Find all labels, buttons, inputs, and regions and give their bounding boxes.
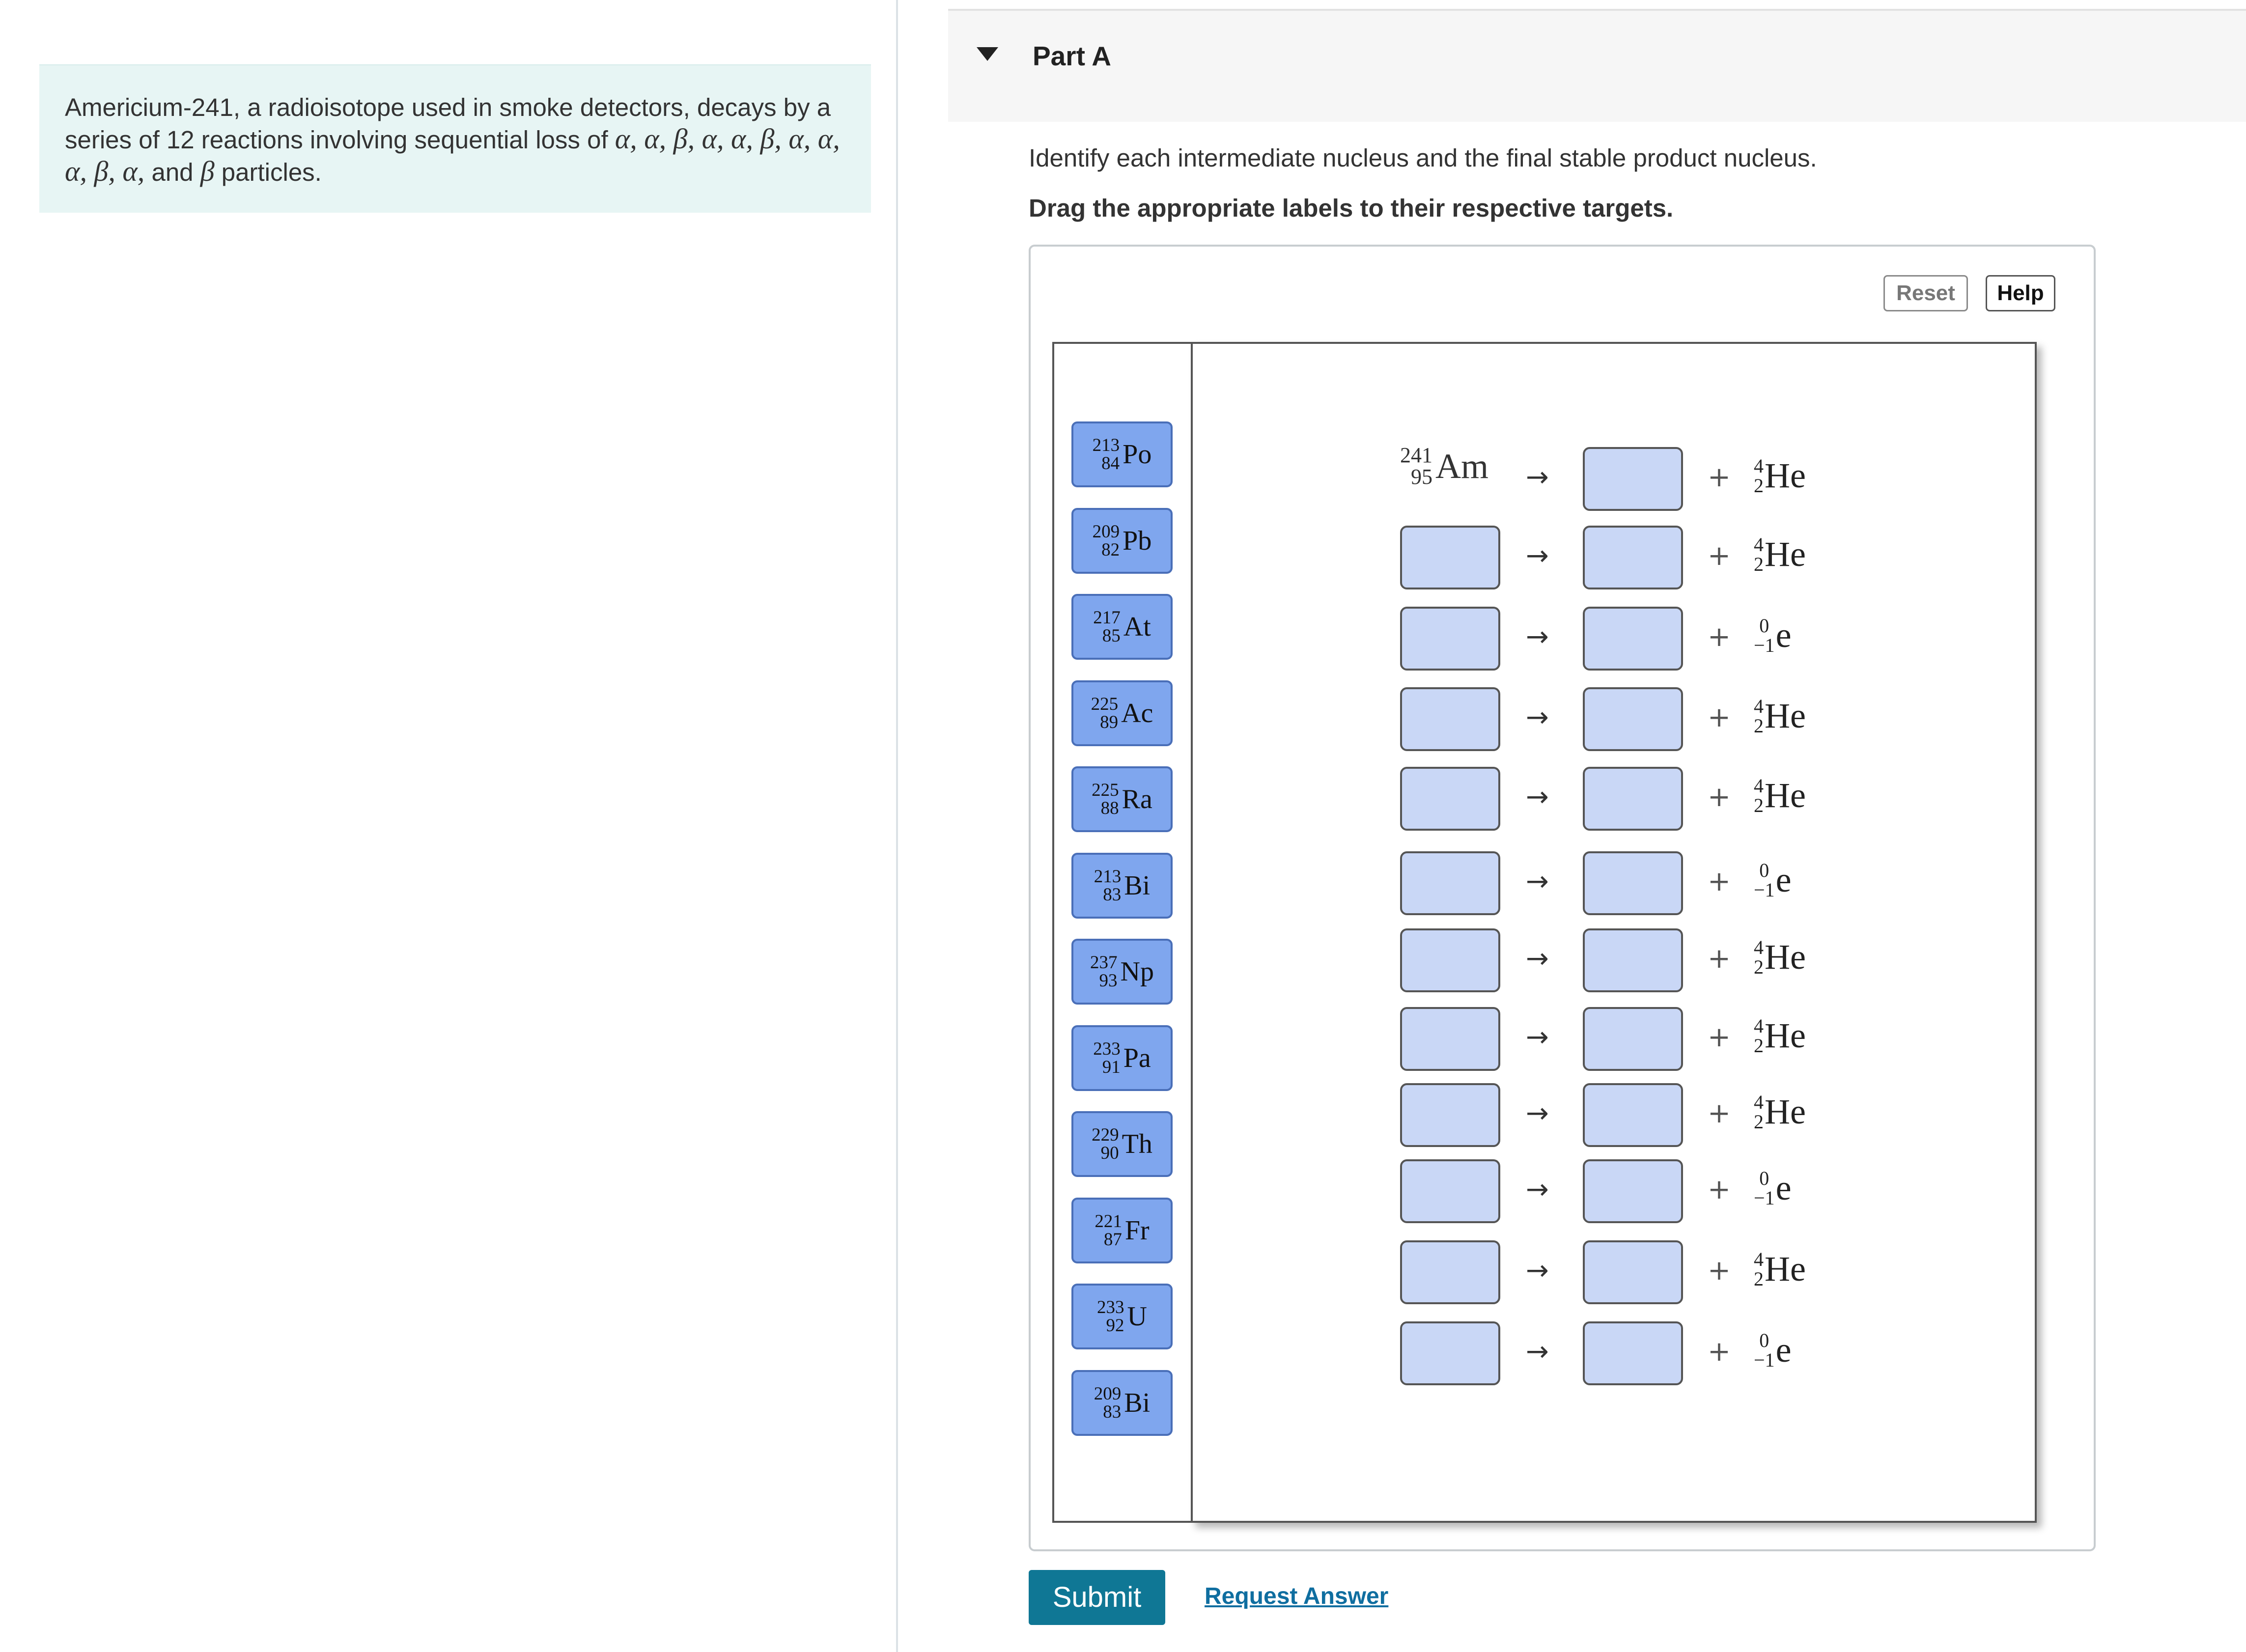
- element-symbol: Pb: [1123, 525, 1152, 556]
- reaction-arrow: →: [1526, 1021, 1549, 1053]
- nuclide: [1094, 868, 1150, 904]
- label-chip[interactable]: [1071, 421, 1173, 487]
- emitted-particle: [1754, 860, 1792, 900]
- target-reactant-3[interactable]: [1400, 607, 1500, 671]
- particle-mass: 0: [1759, 1329, 1769, 1351]
- particle-charge: 2: [1754, 794, 1764, 816]
- nuclide-numbers: [1092, 781, 1119, 817]
- plus-sign: +: [1708, 1021, 1731, 1053]
- particle-numbers: [1754, 938, 1764, 977]
- particle-symbol: He: [1765, 937, 1806, 977]
- particle-numbers: [1754, 1169, 1775, 1208]
- start-nucleus: [1400, 445, 1488, 488]
- particle-numbers: [1754, 616, 1775, 655]
- atomic-number: 91: [1102, 1057, 1121, 1077]
- target-product-11[interactable]: [1583, 1240, 1683, 1304]
- label-chip[interactable]: [1071, 594, 1173, 660]
- collapse-caret-icon[interactable]: [977, 47, 998, 61]
- nuclide-numbers: [1091, 695, 1119, 731]
- mass-number: 209: [1092, 521, 1120, 542]
- emitted-particle: [1754, 775, 1806, 816]
- element-symbol: Bi: [1124, 1387, 1151, 1418]
- particle-mass: 4: [1754, 1248, 1764, 1270]
- label-chip[interactable]: [1071, 766, 1173, 832]
- particle-mass: 4: [1754, 454, 1764, 477]
- emitted-particle: [1754, 534, 1806, 575]
- element-symbol: Po: [1123, 439, 1152, 470]
- particle-numbers: [1754, 776, 1764, 815]
- emitted-particle: [1754, 1168, 1792, 1208]
- chip-content: [1073, 423, 1171, 485]
- reaction-arrow: →: [1526, 540, 1549, 572]
- atomic-number: 83: [1103, 1401, 1122, 1422]
- target-reactant-8[interactable]: [1400, 1007, 1500, 1071]
- particle-charge: −1: [1754, 1348, 1775, 1371]
- atomic-number: 90: [1100, 1143, 1119, 1163]
- chip-content: [1073, 855, 1171, 917]
- target-reactant-2[interactable]: [1400, 526, 1500, 589]
- element-symbol: Th: [1122, 1129, 1152, 1159]
- particle-numbers: [1754, 861, 1775, 900]
- part-title[interactable]: Part A: [1033, 41, 1111, 71]
- target-reactant-6[interactable]: [1400, 851, 1500, 915]
- emitted-particle: [1754, 696, 1806, 736]
- particle-charge: −1: [1754, 634, 1775, 656]
- submit-button[interactable]: Submit: [1029, 1570, 1165, 1625]
- start-mass: 241: [1400, 443, 1432, 467]
- nuclide-numbers: [1093, 1040, 1121, 1076]
- particle-sequence: α, α, β, α, α, β, α, α, α, β, α,: [65, 123, 840, 187]
- atomic-number: 88: [1100, 798, 1119, 818]
- plus-sign: +: [1708, 866, 1731, 897]
- particle-numbers: [1754, 697, 1764, 736]
- particle-mass: 0: [1759, 614, 1769, 637]
- chip-content: [1073, 1372, 1171, 1434]
- target-product-9[interactable]: [1583, 1083, 1683, 1147]
- particle-numbers: [1754, 456, 1764, 496]
- particle-mass: 4: [1754, 695, 1764, 717]
- atomic-number: 82: [1101, 539, 1120, 560]
- particle-mass: 4: [1754, 533, 1764, 556]
- reaction-arrow: →: [1526, 1174, 1549, 1205]
- target-product-2[interactable]: [1583, 526, 1683, 589]
- request-answer-link[interactable]: Request Answer: [1205, 1583, 1389, 1609]
- target-product-5[interactable]: [1583, 767, 1683, 831]
- emitted-particle: [1754, 455, 1806, 496]
- problem-text-after: particles.: [214, 158, 322, 186]
- particle-mass: 4: [1754, 936, 1764, 958]
- nuclide: [1093, 1040, 1151, 1076]
- particle-numbers: [1754, 1331, 1775, 1370]
- mass-number: 233: [1093, 1038, 1121, 1059]
- particle-numbers: [1754, 1016, 1764, 1056]
- label-chip[interactable]: [1071, 508, 1173, 574]
- chip-content: [1073, 1286, 1171, 1347]
- problem-text-before: Americium-241, a radioisotope used in smoke detectors, decays by a series of 12 reactions involving sequential loss of: [65, 93, 831, 154]
- plus-sign: +: [1708, 540, 1731, 572]
- chip-content: [1073, 1027, 1171, 1089]
- target-product-12[interactable]: [1583, 1321, 1683, 1385]
- element-symbol: Fr: [1124, 1215, 1150, 1246]
- label-chip[interactable]: [1071, 853, 1173, 919]
- chip-content: [1073, 1200, 1171, 1261]
- nuclide-numbers: [1090, 953, 1118, 990]
- direction-text: Drag the appropriate labels to their respective targets.: [1029, 194, 1674, 222]
- particle-charge: −1: [1754, 878, 1775, 901]
- atomic-number: 84: [1101, 453, 1120, 474]
- target-product-4[interactable]: [1583, 687, 1683, 751]
- nuclide: [1094, 1385, 1150, 1421]
- reaction-arrow: →: [1526, 621, 1549, 653]
- element-symbol: Ra: [1122, 784, 1152, 814]
- chip-content: [1073, 1113, 1171, 1175]
- plus-sign: +: [1708, 621, 1731, 653]
- nuclide-numbers: [1097, 1298, 1124, 1335]
- atomic-number: 92: [1106, 1316, 1124, 1336]
- mass-number: 221: [1095, 1211, 1122, 1232]
- chip-content: [1073, 682, 1171, 744]
- particle-symbol: He: [1765, 1016, 1806, 1055]
- label-chip[interactable]: [1071, 1111, 1173, 1177]
- nuclide-numbers: [1094, 868, 1122, 904]
- target-reactant-4[interactable]: [1400, 687, 1500, 751]
- element-symbol: Pa: [1123, 1042, 1151, 1073]
- nuclide-numbers: [1092, 1126, 1119, 1162]
- element-symbol: Np: [1120, 956, 1154, 987]
- nuclide-numbers: [1093, 436, 1120, 473]
- reaction-arrow: →: [1526, 1255, 1549, 1287]
- particle-symbol: He: [1765, 696, 1806, 735]
- problem-text-and: and: [144, 158, 200, 186]
- particle-charge: 2: [1754, 474, 1764, 497]
- plus-sign: +: [1708, 781, 1731, 813]
- mass-number: 225: [1091, 694, 1119, 714]
- particle-numbers: [1754, 1250, 1764, 1289]
- nuclide: [1090, 953, 1154, 990]
- particle-charge: 2: [1754, 553, 1764, 575]
- element-symbol: Bi: [1124, 870, 1151, 901]
- chip-content: [1073, 510, 1171, 572]
- element-symbol: Ac: [1121, 698, 1153, 728]
- label-chip[interactable]: [1071, 1284, 1173, 1349]
- emitted-particle: [1754, 1330, 1792, 1371]
- plus-sign: +: [1708, 1336, 1731, 1368]
- chip-content: [1073, 596, 1171, 658]
- element-symbol: U: [1127, 1301, 1147, 1332]
- particle-charge: 2: [1754, 1267, 1764, 1290]
- plus-sign: +: [1708, 1174, 1731, 1205]
- emitted-particle: [1754, 615, 1792, 656]
- start-z: 95: [1411, 465, 1432, 489]
- target-product-8[interactable]: [1583, 1007, 1683, 1071]
- emitted-particle: [1754, 1249, 1806, 1289]
- particle-charge: 2: [1754, 955, 1764, 978]
- particle-mass: 0: [1759, 859, 1769, 881]
- particle-symbol: He: [1765, 1092, 1806, 1131]
- nuclide-numbers: [1093, 609, 1121, 645]
- reaction-arrow: →: [1526, 701, 1549, 733]
- target-reactant-12[interactable]: [1400, 1321, 1500, 1385]
- mass-number: 229: [1092, 1125, 1119, 1145]
- particle-mass: 4: [1754, 774, 1764, 797]
- particle-charge: 2: [1754, 714, 1764, 737]
- chip-content: [1073, 941, 1171, 1003]
- reaction-arrow: →: [1526, 1336, 1549, 1368]
- target-reactant-9[interactable]: [1400, 1083, 1500, 1147]
- particle-charge: 2: [1754, 1034, 1764, 1057]
- mass-number: 233: [1097, 1297, 1124, 1317]
- emitted-particle: [1754, 1015, 1806, 1056]
- start-symbol: Am: [1435, 446, 1488, 486]
- atomic-number: 85: [1102, 626, 1121, 646]
- start-nucleus-numbers: [1400, 445, 1432, 488]
- mass-number: 237: [1090, 952, 1118, 973]
- label-chip[interactable]: [1071, 1198, 1173, 1263]
- part-header[interactable]: [948, 9, 2246, 122]
- target-product-3[interactable]: [1583, 607, 1683, 671]
- target-product-7[interactable]: [1583, 928, 1683, 992]
- particle-numbers: [1754, 1092, 1764, 1132]
- element-symbol: At: [1123, 612, 1151, 642]
- mass-number: 213: [1094, 866, 1122, 887]
- particle-symbol: e: [1775, 1168, 1792, 1207]
- particle-symbol: He: [1765, 534, 1806, 574]
- reaction-arrow: →: [1526, 1097, 1549, 1129]
- reaction-arrow: →: [1526, 866, 1549, 897]
- plus-sign: +: [1708, 461, 1731, 493]
- particle-mass: 0: [1759, 1167, 1769, 1189]
- plus-sign: +: [1708, 1255, 1731, 1287]
- plus-sign: +: [1708, 701, 1731, 733]
- nuclide: [1093, 436, 1152, 473]
- particle-charge: 2: [1754, 1110, 1764, 1133]
- atomic-number: 87: [1103, 1229, 1122, 1250]
- label-chip[interactable]: [1071, 1025, 1173, 1091]
- target-product-1[interactable]: [1583, 447, 1683, 511]
- target-product-6[interactable]: [1583, 851, 1683, 915]
- emitted-particle: [1754, 937, 1806, 978]
- target-reactant-10[interactable]: [1400, 1159, 1500, 1223]
- particle-symbol: He: [1765, 456, 1806, 495]
- target-reactant-5[interactable]: [1400, 767, 1500, 831]
- emitted-particle: [1754, 1092, 1806, 1132]
- particle-charge: −1: [1754, 1186, 1775, 1209]
- mass-number: 225: [1092, 780, 1119, 800]
- label-chip[interactable]: [1071, 939, 1173, 1005]
- nuclide: [1091, 695, 1153, 731]
- mass-number: 213: [1092, 435, 1120, 455]
- nuclide-numbers: [1095, 1212, 1122, 1249]
- last-particle: β: [200, 155, 215, 187]
- chip-content: [1073, 768, 1171, 830]
- nuclide: [1095, 1212, 1149, 1249]
- label-chip[interactable]: [1071, 1370, 1173, 1436]
- particle-symbol: e: [1775, 860, 1792, 899]
- atomic-number: 83: [1103, 884, 1122, 905]
- plus-sign: +: [1708, 943, 1731, 975]
- nuclide-numbers: [1094, 1385, 1122, 1421]
- particle-symbol: e: [1775, 1330, 1792, 1370]
- atomic-number: 93: [1099, 971, 1118, 991]
- particle-symbol: He: [1765, 1249, 1806, 1288]
- nuclide-numbers: [1093, 523, 1120, 559]
- panel-divider: [896, 0, 898, 1652]
- particle-symbol: He: [1765, 776, 1806, 815]
- label-chip[interactable]: [1071, 680, 1173, 746]
- nuclide: [1093, 523, 1152, 559]
- help-button[interactable]: Help: [1986, 275, 2055, 311]
- mass-number: 217: [1093, 608, 1121, 628]
- nuclide: [1097, 1298, 1147, 1335]
- target-reactant-11[interactable]: [1400, 1240, 1500, 1304]
- instruction-text: Identify each intermediate nucleus and the final stable product nucleus.: [1029, 144, 1817, 172]
- target-reactant-7[interactable]: [1400, 928, 1500, 992]
- reaction-arrow: →: [1526, 781, 1549, 813]
- particle-mass: 4: [1754, 1091, 1764, 1113]
- nuclide: [1092, 1126, 1152, 1162]
- nuclide: [1092, 781, 1152, 817]
- reaction-arrow: →: [1526, 461, 1549, 493]
- reset-button[interactable]: Reset: [1883, 275, 1968, 311]
- particle-symbol: e: [1775, 616, 1792, 655]
- plus-sign: +: [1708, 1097, 1731, 1129]
- problem-statement: [39, 64, 871, 213]
- particle-numbers: [1754, 535, 1764, 574]
- reaction-arrow: →: [1526, 943, 1549, 975]
- nuclide: [1093, 609, 1151, 645]
- target-product-10[interactable]: [1583, 1159, 1683, 1223]
- mass-number: 209: [1094, 1383, 1122, 1404]
- atomic-number: 89: [1100, 712, 1119, 732]
- particle-mass: 4: [1754, 1014, 1764, 1037]
